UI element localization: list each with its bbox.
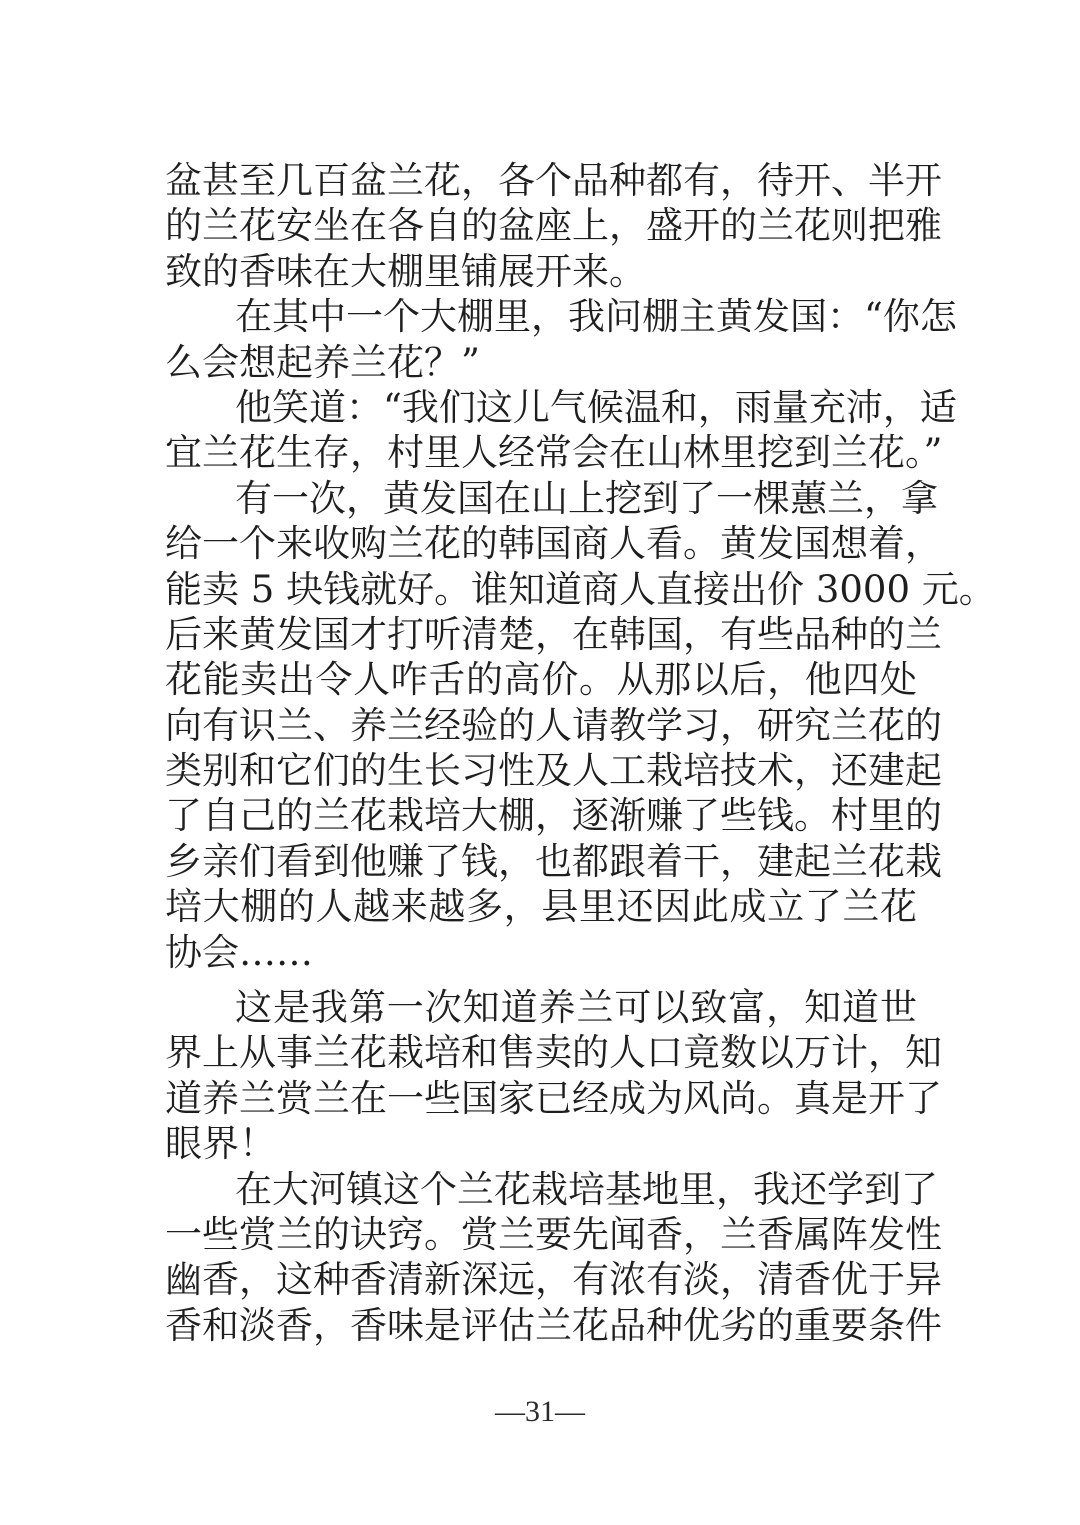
text-line: 他笑道：“我们这儿气候温和，雨量充沛，适 xyxy=(235,385,957,429)
text-line: 道养兰赏兰在一些国家已经成为风尚。真是开了 xyxy=(165,1076,942,1120)
text-line: 乡亲们看到他赚了钱，也都跟着干，建起兰花栽 xyxy=(165,839,942,883)
paragraph-2 xyxy=(165,294,957,385)
text-line: 在其中一个大棚里，我问棚主黄发国：“你怎 xyxy=(235,295,957,339)
paragraph-5 xyxy=(165,985,942,1167)
text-line: 协会…… xyxy=(165,930,313,974)
paragraph-4 xyxy=(165,476,996,975)
paragraph-3 xyxy=(165,385,957,476)
text-line: 这是我第一次知道养兰可以致富，知道世 xyxy=(235,986,917,1030)
page-number: —31— xyxy=(495,1395,585,1428)
paragraph-1 xyxy=(165,158,942,294)
text-line: 么会想起养兰花？” xyxy=(165,340,480,384)
text-line: 一些赏兰的诀窍。赏兰要先闻香，兰香属阵发性 xyxy=(165,1212,942,1256)
text-line: 向有识兰、养兰经验的人请教学习，研究兰花的 xyxy=(165,703,942,747)
text-line: 有一次，黄发国在山上挖到了一棵蕙兰，拿 xyxy=(235,476,938,520)
body-text xyxy=(165,158,996,1348)
text-line: 培大棚的人越来越多，县里还因此成立了兰花 xyxy=(165,885,917,929)
paragraph-gap xyxy=(165,975,917,985)
text-line: 盆甚至几百盆兰花，各个品种都有，待开、半开 xyxy=(165,159,942,202)
text-line: 后来黄发国才打听清楚，在韩国，有些品种的兰 xyxy=(165,612,942,656)
text-line: 宜兰花生存，村里人经常会在山林里挖到兰花。” xyxy=(165,431,943,475)
text-line: 了自己的兰花栽培大棚，逐渐赚了些钱。村里的 xyxy=(165,794,942,838)
paragraph-6 xyxy=(165,1167,942,1349)
text-line: 眼界！ xyxy=(165,1122,276,1166)
text-line: 界上从事兰花栽培和售卖的人口竟数以万计，知 xyxy=(165,1031,942,1075)
text-line: 类别和它们的生长习性及人工栽培技术，还建起 xyxy=(165,749,942,793)
text-line: 能卖 5 块钱就好。谁知道商人直接出价 3000 元。 xyxy=(165,567,996,611)
text-line: 致的香味在大棚里铺展开来。 xyxy=(165,249,646,293)
text-line: 花能卖出令人咋舌的高价。从那以后，他四处 xyxy=(165,658,917,702)
text-line: 给一个来收购兰花的韩国商人看。黄发国想着， xyxy=(165,522,942,566)
text-line: 香和淡香，香味是评估兰花品种优劣的重要条件 xyxy=(165,1303,942,1347)
text-line: 的兰花安坐在各自的盆座上，盛开的兰花则把雅 xyxy=(165,204,942,248)
text-line: 在大河镇这个兰花栽培基地里，我还学到了 xyxy=(235,1167,938,1211)
text-line: 幽香，这种香清新深远，有浓有淡，清香优于异 xyxy=(165,1258,942,1302)
